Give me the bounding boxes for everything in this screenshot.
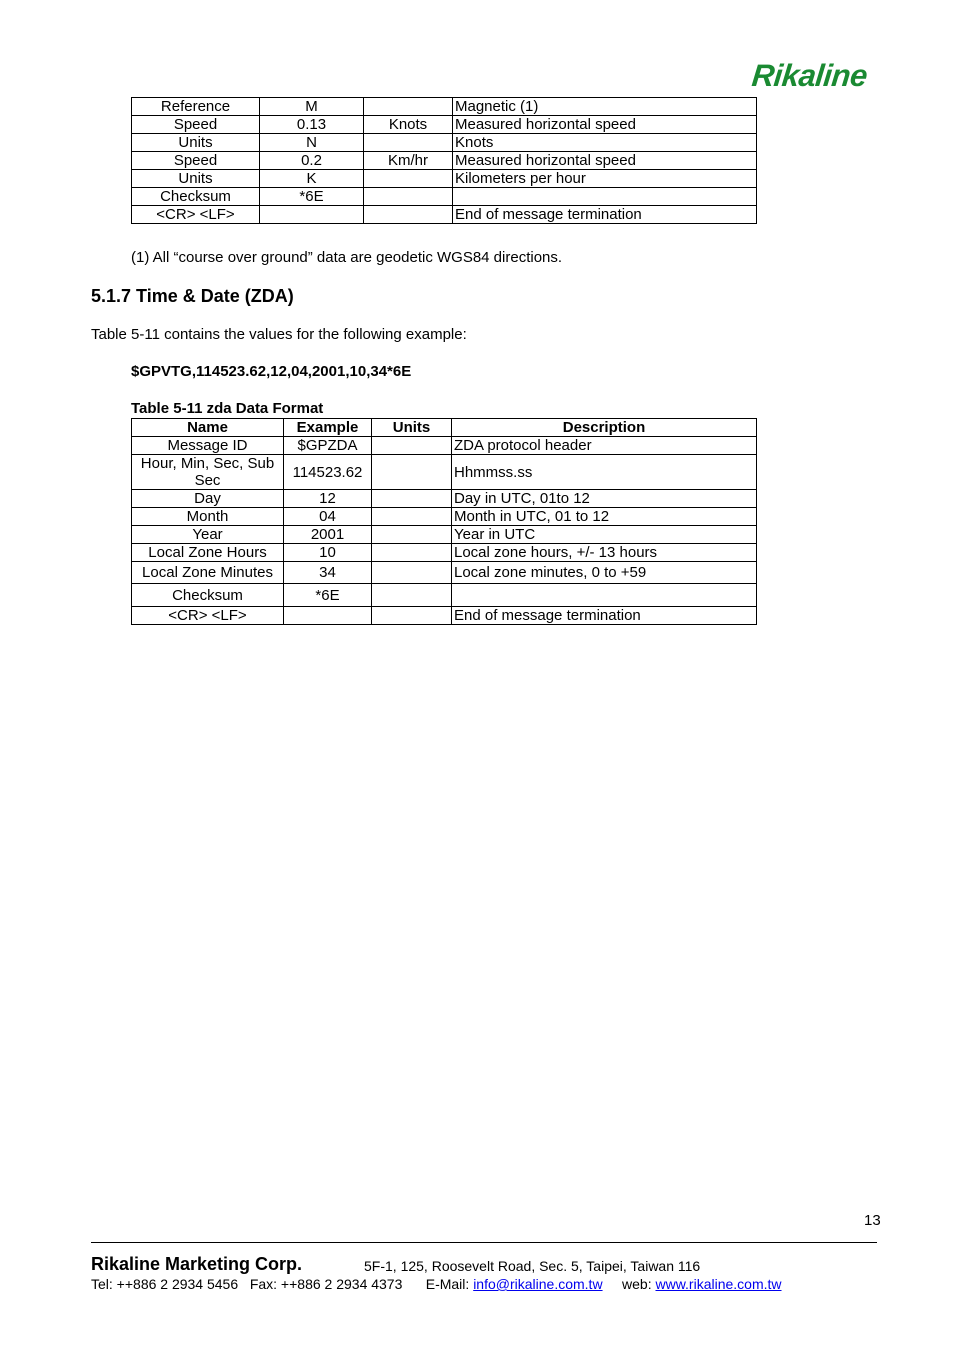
column-header: Units	[372, 419, 452, 437]
table-cell: End of message termination	[453, 206, 757, 224]
footer-contact-line	[91, 1276, 782, 1292]
table-cell	[372, 455, 452, 490]
table-cell: Checksum	[132, 188, 260, 206]
table-cell: Month	[132, 508, 284, 526]
table-cell	[452, 584, 757, 607]
table-cell: $GPZDA	[284, 437, 372, 455]
table-cell	[364, 134, 453, 152]
table-row	[132, 544, 757, 562]
table-cell: 114523.62	[284, 455, 372, 490]
table-cell: 2001	[284, 526, 372, 544]
table-cell	[260, 206, 364, 224]
column-header: Description	[452, 419, 757, 437]
table-cell	[372, 544, 452, 562]
table-row	[132, 562, 757, 584]
table-cell: Year in UTC	[452, 526, 757, 544]
table-cell: Magnetic (1)	[453, 98, 757, 116]
table-cell: Speed	[132, 152, 260, 170]
footer-fax: Fax: ++886 2 2934 4373	[249, 1276, 403, 1292]
zda-data-table	[131, 418, 757, 625]
table-cell	[372, 508, 452, 526]
table-cell: Hhmmss.ss	[452, 455, 757, 490]
table-cell	[372, 490, 452, 508]
email-link[interactable]: info@rikaline.com.tw	[473, 1276, 603, 1292]
intro-paragraph: Table 5-11 contains the values for the following example:	[91, 326, 467, 343]
table-cell: Units	[132, 134, 260, 152]
table-cell: ZDA protocol header	[452, 437, 757, 455]
table-cell	[453, 188, 757, 206]
table-cell	[372, 562, 452, 584]
table-cell: End of message termination	[452, 607, 757, 625]
vtg-data-table	[131, 97, 757, 224]
web-label: web:	[622, 1276, 652, 1292]
email-label: E-Mail:	[425, 1276, 470, 1292]
table-cell: K	[260, 170, 364, 188]
table-cell: *6E	[284, 584, 372, 607]
table-cell: M	[260, 98, 364, 116]
table-cell: Units	[132, 170, 260, 188]
column-header: Name	[132, 419, 284, 437]
table-row	[132, 116, 757, 134]
table-cell	[372, 584, 452, 607]
table-cell	[372, 607, 452, 625]
table-cell	[284, 607, 372, 625]
table-row	[132, 206, 757, 224]
column-header: Example	[284, 419, 372, 437]
table-row	[132, 526, 757, 544]
table-cell: 12	[284, 490, 372, 508]
rikaline-logo: Rikaline	[750, 58, 869, 93]
table-cell: Measured horizontal speed	[453, 152, 757, 170]
table-row	[132, 98, 757, 116]
table-cell: Local Zone Minutes	[132, 562, 284, 584]
table-cell	[364, 98, 453, 116]
table-cell	[372, 526, 452, 544]
table-cell: Local zone hours, +/- 13 hours	[452, 544, 757, 562]
table-cell	[364, 206, 453, 224]
footnote: (1) All “course over ground” data are geodetic WGS84 directions.	[131, 249, 563, 266]
table-caption: Table 5-11 zda Data Format	[131, 400, 324, 417]
table-cell: Day	[132, 490, 284, 508]
table-cell: 04	[284, 508, 372, 526]
table-cell: 10	[284, 544, 372, 562]
section-heading: 5.1.7 Time & Date (ZDA)	[91, 286, 294, 306]
table-cell: Local Zone Hours	[132, 544, 284, 562]
company-name: Rikaline Marketing Corp.	[91, 1254, 303, 1274]
table-row	[132, 134, 757, 152]
table-cell: Speed	[132, 116, 260, 134]
table-cell: Message ID	[132, 437, 284, 455]
table-row	[132, 584, 757, 607]
table-cell	[372, 437, 452, 455]
table-cell: 0.13	[260, 116, 364, 134]
table-row	[132, 607, 757, 625]
table-cell: <CR> <LF>	[132, 607, 284, 625]
table-row	[132, 437, 757, 455]
table-cell: Knots	[364, 116, 453, 134]
table-row	[132, 170, 757, 188]
table-cell: Day in UTC, 01to 12	[452, 490, 757, 508]
table-cell: Measured horizontal speed	[453, 116, 757, 134]
company-address: 5F-1, 125, Roosevelt Road, Sec. 5, Taipei, Taiwan 116	[364, 1258, 701, 1274]
table-cell: <CR> <LF>	[132, 206, 260, 224]
table-row	[132, 455, 757, 490]
table-cell: Local zone minutes, 0 to +59	[452, 562, 757, 584]
table-cell: Month in UTC, 01 to 12	[452, 508, 757, 526]
table-cell: Knots	[453, 134, 757, 152]
table-cell: N	[260, 134, 364, 152]
table-cell: Reference	[132, 98, 260, 116]
table-cell: Km/hr	[364, 152, 453, 170]
table-row	[132, 490, 757, 508]
table-cell: Year	[132, 526, 284, 544]
table-cell	[364, 188, 453, 206]
website-link[interactable]: www.rikaline.com.tw	[655, 1276, 782, 1292]
table-cell: 34	[284, 562, 372, 584]
table-header-row	[132, 419, 757, 437]
table-row	[132, 508, 757, 526]
table-row	[132, 188, 757, 206]
table-cell: Checksum	[132, 584, 284, 607]
footer-tel: Tel: ++886 2 2934 5456	[91, 1276, 239, 1292]
table-cell: Kilometers per hour	[453, 170, 757, 188]
table-cell: *6E	[260, 188, 364, 206]
table-row	[132, 152, 757, 170]
page-number: 13	[864, 1212, 881, 1229]
footer-divider	[91, 1242, 877, 1243]
table-cell: Hour, Min, Sec, Sub Sec	[132, 455, 284, 490]
table-cell: 0.2	[260, 152, 364, 170]
table-cell	[364, 170, 453, 188]
example-sentence: $GPVTG,114523.62,12,04,2001,10,34*6E	[131, 363, 412, 380]
